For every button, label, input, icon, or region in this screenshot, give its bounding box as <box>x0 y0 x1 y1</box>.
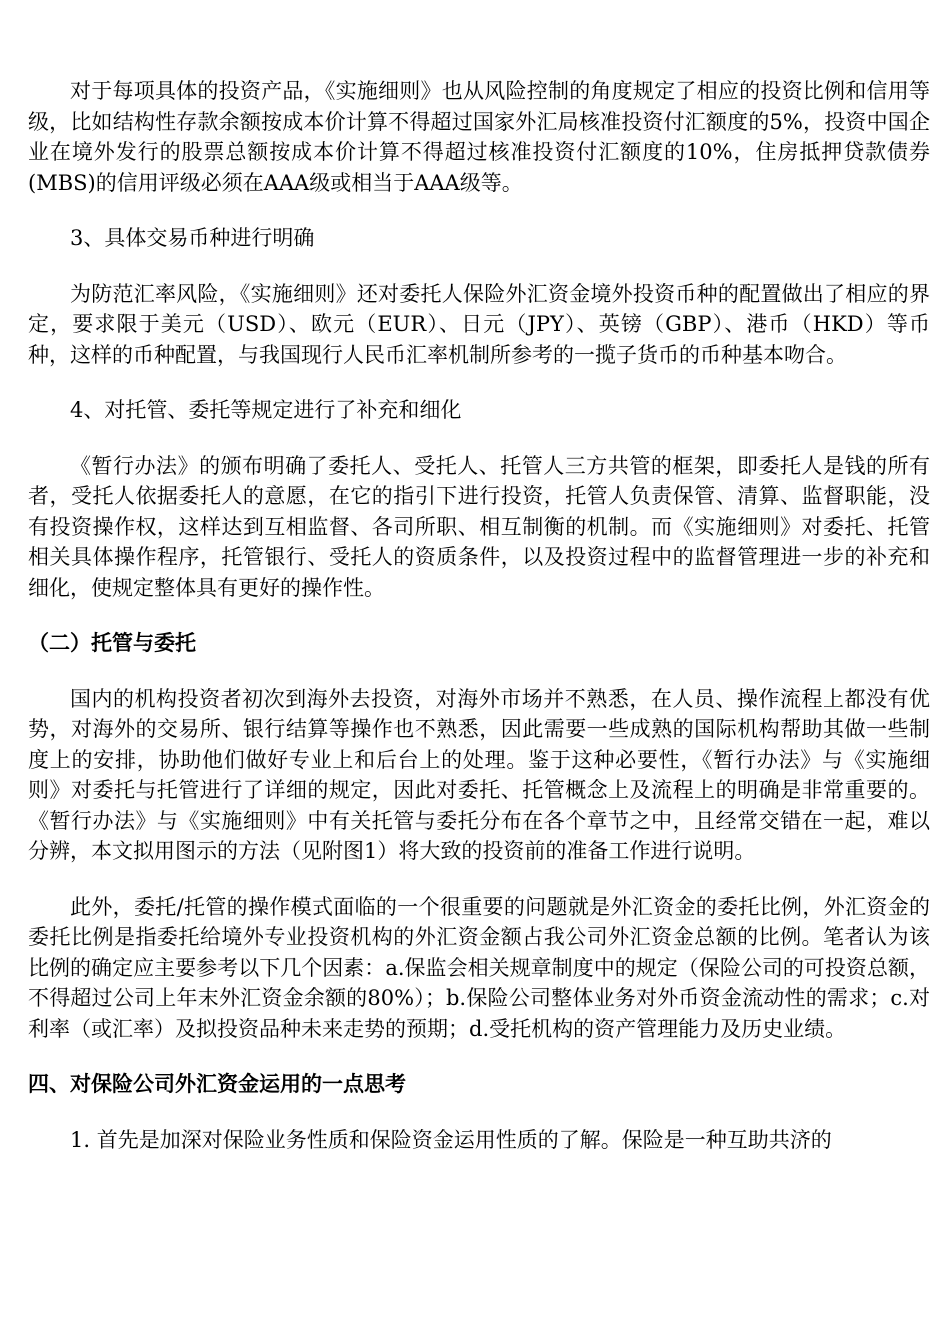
paragraph-currency: 为防范汇率风险，《实施细则》还对委托人保险外汇资金境外投资币种的配置做出了相应的界定，要求限于美元（USD）、欧元（EUR）、日元（JPY）、英镑（GBP）、港币（HKD）等币种，这样的币种配置，与我国现行人民币汇率机制所参考的一揽子货币的币种基本吻合。 <box>28 281 930 367</box>
paragraph-custody: 《暂行办法》的颁布明确了委托人、受托人、托管人三方共管的框架，即委托人是钱的所有者，受托人依据委托人的意愿，在它的指引下进行投资，托管人负责保管、清算、监督职能，没有投资操作权，这样达到互相监督、各司所职、相互制衡的机制。而《实施细则》对委托、托管相关具体操作程序，托管银行、受托人的资质条件，以及投资过程中的监督管理进一步的补充和细化，使规定整体具有更好的操作性。 <box>28 453 930 600</box>
paragraph-first-point: 1. 首先是加深对保险业务性质和保险资金运用性质的了解。保险是一种互助共济的 <box>70 1127 832 1152</box>
heading-custody: 4、对托管、委托等规定进行了补充和细化 <box>70 398 462 422</box>
section-title-thoughts: 四、对保险公司外汇资金运用的一点思考 <box>28 1071 406 1096</box>
heading-currency: 3、具体交易币种进行明确 <box>70 226 315 250</box>
paragraph-investment-ratio: 对于每项具体的投资产品，《实施细则》也从风险控制的角度规定了相应的投资比例和信用等级，比如结构性存款余额按成本价计算不得超过国家外汇局核准投资付汇额度的5%，投资中国企业在境外发行的股票总额按成本价计算不得超过核准投资付汇额度的10%，住房抵押贷款债券(MBS)的信用评级必须在AAA级或相当于AAA级等。 <box>28 79 930 195</box>
paragraph-entrust-ratio: 此外，委托/托管的操作模式面临的一个很重要的问题就是外汇资金的委托比例，外汇资金的委托比例是指委托给境外专业投资机构的外汇资金额占我公司外汇资金总额的比例。笔者认为该比例的确定应主要参考以下几个因素：a.保监会相关规章制度中的规定（保险公司的可投资总额，不得超过公司上年末外汇资金余额的80%）；b.保险公司整体业务对外币资金流动性的需求；c.对利率（或汇率）及拟投资品种未来走势的预期；d.受托机构的资产管理能力及历史业绩。 <box>28 894 930 1041</box>
paragraph-domestic-investors: 国内的机构投资者初次到海外去投资，对海外市场并不熟悉，在人员、操作流程上都没有优势，对海外的交易所、银行结算等操作也不熟悉，因此需要一些成熟的国际机构帮助其做一些制度上的安排，协助他们做好专业上和后台上的处理。鉴于这种必要性，《暂行办法》与《实施细则》对委托与托管进行了详细的规定，因此对委托、托管概念上及流程上的明确是非常重要的。《暂行办法》与《实施细则》中有关托管与委托分布在各个章节之中，且经常交错在一起，难以分辨，本文拟用图示的方法（见附图1）将大致的投资前的准备工作进行说明。 <box>28 686 930 863</box>
subheading-custody-entrust: （二）托管与委托 <box>28 630 196 655</box>
